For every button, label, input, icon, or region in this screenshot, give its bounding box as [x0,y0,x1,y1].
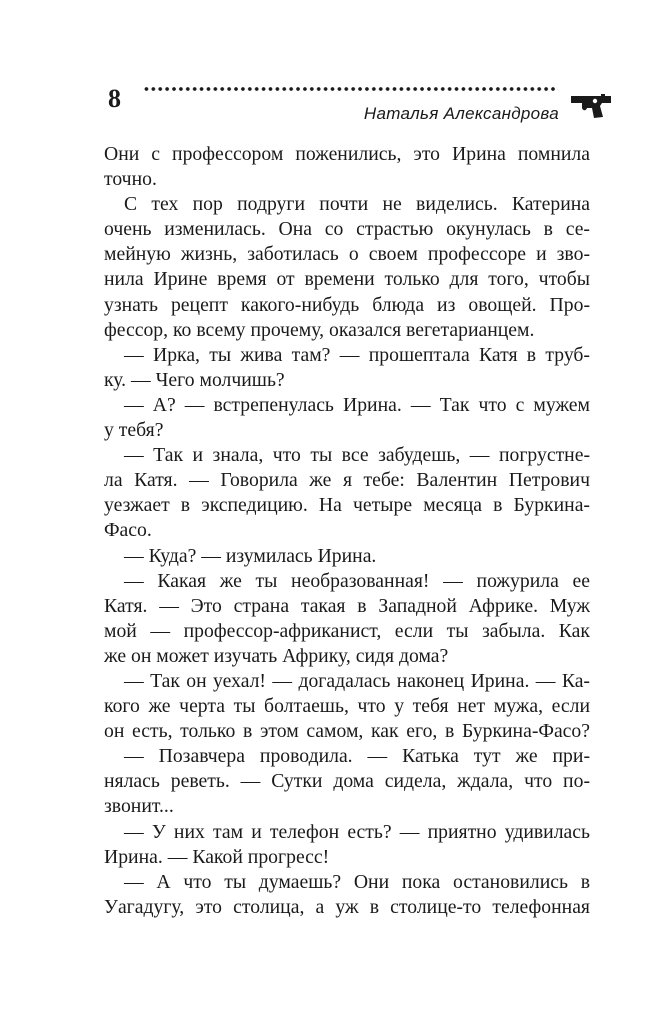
text-line: Фасо. [104,519,152,542]
revolver-icon [570,93,612,119]
text-line: мой — профессор-африканист, если ты забыла. Как [104,619,590,642]
page-number: 8 [108,84,121,113]
text-line: кого же черта ты болтаешь, что у тебя нет мужа, если [104,695,590,718]
text-line: нила Ирине время от времени только для того, чтобы [104,268,590,291]
text-line: звонит... [104,795,174,818]
text-line: ла Катя. — Говорила же я тебе: Валентин Петрович [104,469,590,492]
text-line: он есть, только в этом самом, как его, в Буркина-Фасо? [104,720,590,743]
text-line: — У них там и телефон есть? — приятно удивилась [124,820,590,843]
text-line: — Позавчера проводила. — Катька тут же при- [124,745,590,768]
text-line: у тебя? [104,419,164,442]
header-dot-leader [143,86,558,92]
text-line: Уагадугу, это столица, а уж в столице-то телефонная [104,895,590,918]
author-name: Наталья Александрова [363,104,559,123]
text-line: мейную жизнь, заботилась о своем профессоре и зво- [104,243,590,266]
text-line: фессор, ко всему прочему, оказался вегетарианцем. [104,318,535,341]
text-line: — Какая же ты необразованная! — пожурила ее [124,569,590,592]
text-line: — Так и знала, что ты все забудешь, — погрустне- [124,444,590,467]
text-line: Они с профессором поженились, это Ирина помнила [104,143,590,165]
text-line: — Куда? — изумилась Ирина. [124,544,377,567]
body-text [104,142,590,920]
text-line: уезжает в экспедицию. На четыре месяца в Буркина- [104,494,590,517]
text-line: — Ирка, ты жива там? — прошептала Катя в труб- [124,343,590,366]
text-line: же он может изучать Африку, сидя дома? [104,644,449,667]
text-line: точно. [104,168,157,191]
text-line: нялась реветь. — Сутки дома сидела, ждала, что по- [104,770,590,793]
text-line: Ирина. — Какой прогресс! [104,845,330,868]
text-line: С тех пор подруги почти не виделись. Катерина [124,193,590,216]
text-line: Катя. — Это страна такая в Западной Африке. Муж [104,594,590,617]
text-line: — А? — встрепенулась Ирина. — Так что с мужем [124,393,590,416]
text-line: ку. — Чего молчишь? [104,368,285,391]
text-line: узнать рецепт какого-нибудь блюда из овощей. Про- [104,293,590,316]
text-line: — А что ты думаешь? Они пока остановились в [124,870,590,893]
text-line: очень изменилась. Она со страстью окунулась в се- [104,218,590,241]
text-line: — Так он уехал! — догадалась наконец Ирина. — Ка- [124,669,590,692]
